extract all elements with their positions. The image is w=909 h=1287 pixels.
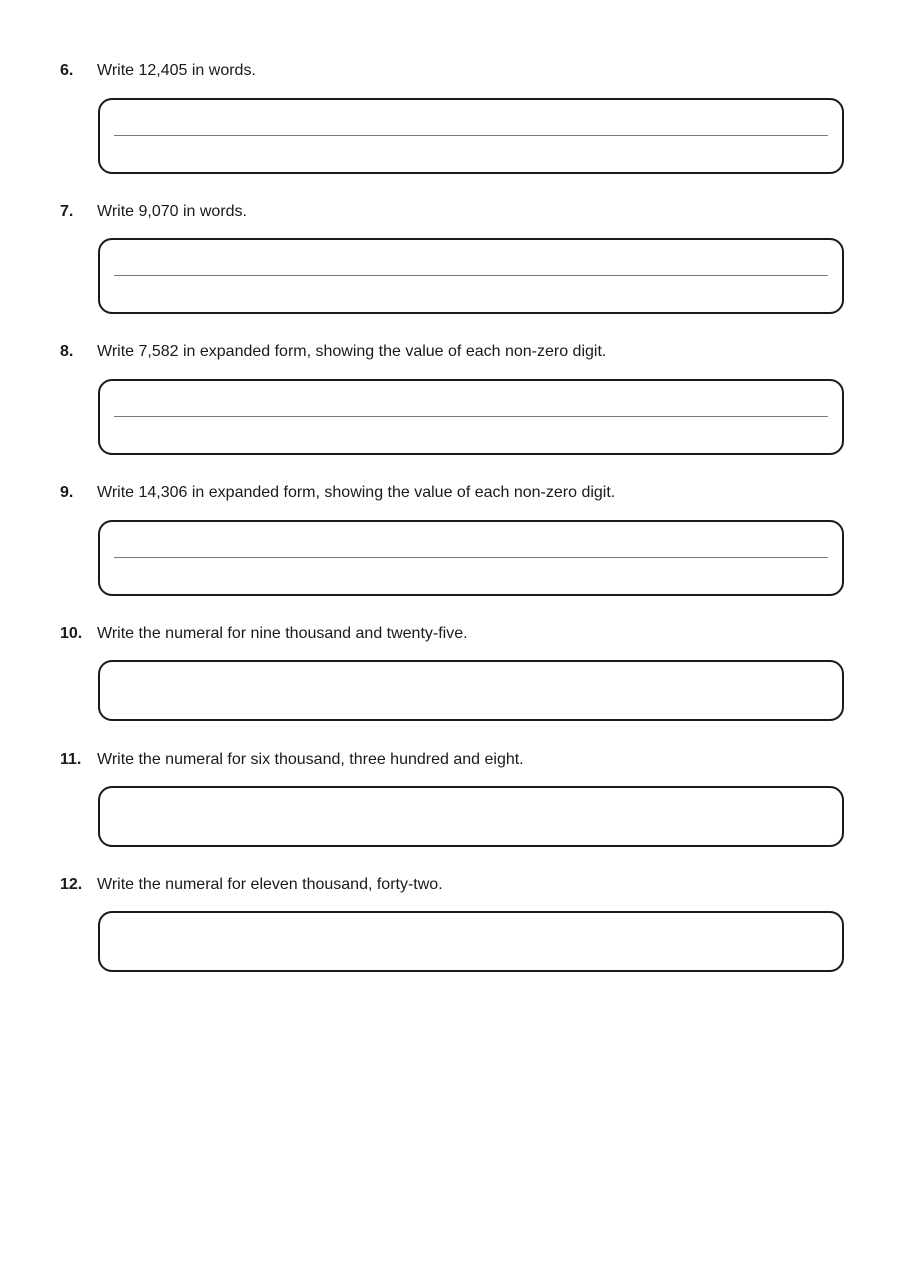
question-text: Write 7,582 in expanded form, showing the value of each non-zero digit. xyxy=(97,343,607,360)
question-text: Write 12,405 in words. xyxy=(97,62,256,79)
answer-box[interactable] xyxy=(98,98,844,174)
answer-box[interactable] xyxy=(98,660,844,721)
answer-box[interactable] xyxy=(98,911,844,972)
question-header xyxy=(60,749,524,771)
question-text: Write 9,070 in words. xyxy=(97,203,247,220)
answer-writing-line xyxy=(114,416,828,417)
question-header xyxy=(60,201,247,223)
question-number: 12. xyxy=(60,876,83,893)
question-header xyxy=(60,874,443,896)
answer-box[interactable] xyxy=(98,238,844,314)
question-text: Write the numeral for nine thousand and twenty-five. xyxy=(97,625,468,642)
question-header xyxy=(60,60,256,82)
question-header xyxy=(60,623,468,645)
answer-box[interactable] xyxy=(98,786,844,847)
question-text: Write the numeral for eleven thousand, forty-two. xyxy=(97,876,443,893)
question-header xyxy=(60,341,606,363)
answer-writing-line xyxy=(114,557,828,558)
question-number: 11. xyxy=(60,751,82,768)
question-text: Write 14,306 in expanded form, showing the value of each non-zero digit. xyxy=(97,484,616,501)
question-number: 10. xyxy=(60,625,83,642)
question-number: 7. xyxy=(60,203,74,220)
question-number: 8. xyxy=(60,343,74,360)
answer-writing-line xyxy=(114,135,828,136)
question-header xyxy=(60,482,615,504)
question-text: Write the numeral for six thousand, three hundred and eight. xyxy=(97,751,524,768)
answer-box[interactable] xyxy=(98,520,844,596)
question-number: 6. xyxy=(60,62,74,79)
answer-box[interactable] xyxy=(98,379,844,455)
answer-writing-line xyxy=(114,275,828,276)
question-number: 9. xyxy=(60,484,74,501)
